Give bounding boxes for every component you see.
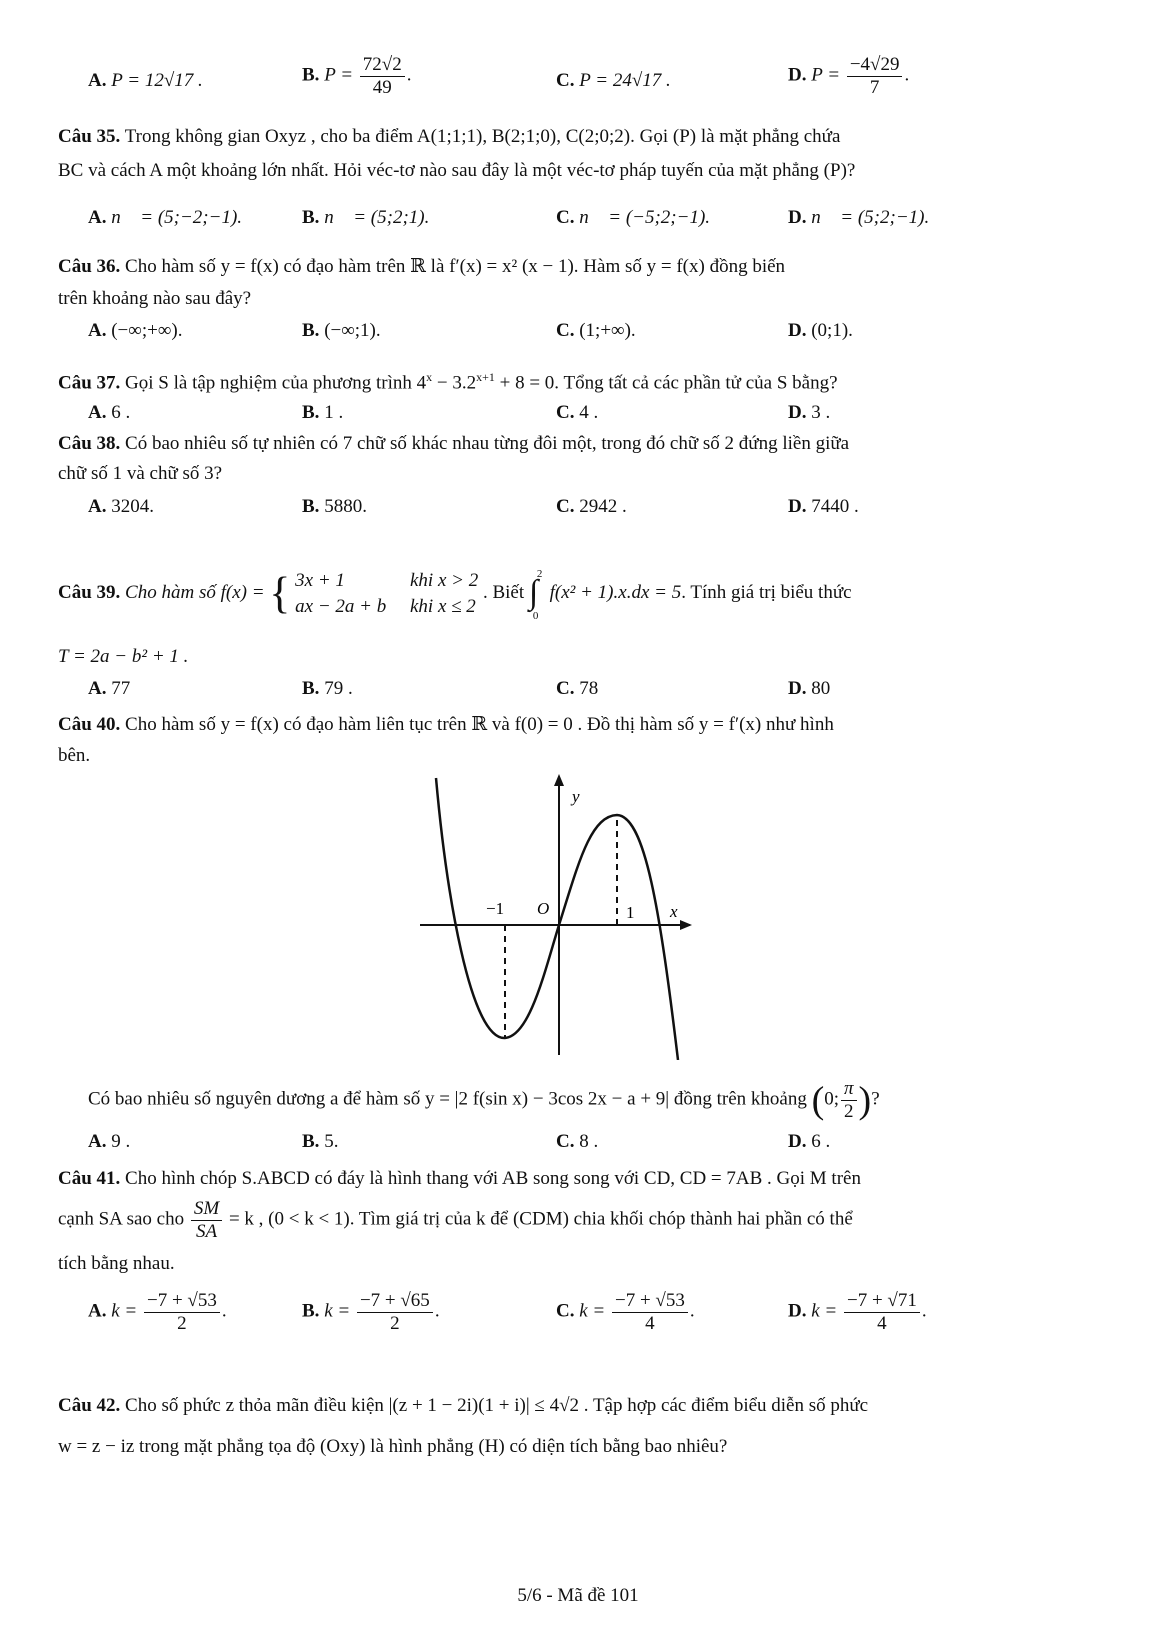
q42-line-2: w = z − iz trong mặt phẳng tọa độ (Oxy) là hình phẳng (H) có diện tích bằng bao nhiêu? <box>58 1436 728 1457</box>
integral-sign: ∫ 2 0 <box>528 567 543 622</box>
q41-option-b[interactable]: B. k = $\frac{-7 + √65}{2}$ . <box>302 1290 440 1334</box>
tick-label-one: 1 <box>626 903 635 922</box>
q38-option-d[interactable]: D. 7440 . <box>788 496 859 517</box>
piecewise-exprs: 3x + 1 ax − 2a + b <box>295 570 387 617</box>
q34-option-d[interactable]: D. P = $\frac{-4√29}{7}$ . <box>788 54 910 98</box>
pi-over-two: $\frac{\pi}{2}$ <box>841 1078 857 1123</box>
piecewise-brace: { <box>269 568 291 618</box>
q40-option-c[interactable]: C. 8 . <box>556 1131 599 1152</box>
q35-line-1: Câu 35. Trong không gian Oxyz , cho ba điểm A(1;1;1), B(2;1;0), C(2;0;2). Gọi (P) là mặt phẳng chứa <box>58 126 841 147</box>
q34-d-fraction: $\frac{-4√29}{7}$ <box>847 54 903 99</box>
q40-option-d[interactable]: D. 6 . <box>788 1131 831 1152</box>
q35-option-c[interactable]: C. n⃗ = (−5;2;−1). <box>556 207 711 228</box>
q39-option-d[interactable]: D. 80 <box>788 678 831 699</box>
q41-option-c[interactable]: C. k = $\frac{-7 + √53}{4}$ . <box>556 1290 695 1334</box>
q38-option-a[interactable]: A. 3204. <box>88 496 154 517</box>
q37-option-d[interactable]: D. 3 . <box>788 402 831 423</box>
x-axis-label: x <box>670 902 678 921</box>
q37-option-b[interactable]: B. 1 . <box>302 402 344 423</box>
q39-option-b[interactable]: B. 79 . <box>302 678 353 699</box>
q35-option-b[interactable]: B. n⃗ = (5;2;1). <box>302 207 430 228</box>
q34-option-c[interactable]: C. P = 24√17 . <box>556 70 671 91</box>
q36-option-b[interactable]: B. (−∞;1). <box>302 320 381 341</box>
q35-line-2: BC và cách A một khoảng lớn nhất. Hỏi véc-tơ nào sau đây là một véc-tơ pháp tuyến của mặt phẳng (P)? <box>58 160 856 181</box>
derivative-curve <box>436 778 678 1060</box>
q39-option-a[interactable]: A. 77 <box>88 678 131 699</box>
y-axis-arrow-icon <box>554 774 564 786</box>
x-axis-arrow-icon <box>680 920 692 930</box>
q34-b-fraction: $\frac{72√2}{49}$ <box>360 54 405 99</box>
q37-option-c[interactable]: C. 4 . <box>556 402 599 423</box>
q41-option-a[interactable]: A. k = $\frac{-7 + √53}{2}$ . <box>88 1290 227 1334</box>
q37-option-a[interactable]: A. 6 . <box>88 402 131 423</box>
q36-option-a[interactable]: A. (−∞;+∞). <box>88 320 183 341</box>
q36-line-2: trên khoảng nào sau đây? <box>58 288 252 309</box>
q39-line-1: Câu 39. Cho hàm số f(x) = { 3x + 1 ax − 2a + b khi x > 2 khi x ≤ 2 . Biết ∫ 2 0 f(x² + 1).x.dx = 5. Tính giá trị biểu thức <box>58 567 852 622</box>
q34-option-a[interactable]: A. P = 12√17 . <box>88 70 203 91</box>
q40-line-1: Câu 40. Cho hàm số y = f(x) có đạo hàm liên tục trên ℝ và f(0) = 0 . Đồ thị hàm số y = f′(x) như hình <box>58 714 834 735</box>
q40-option-b[interactable]: B. 5. <box>302 1131 339 1152</box>
tick-label-minus-one: −1 <box>486 899 505 918</box>
q38-line-2: chữ số 1 và chữ số 3? <box>58 463 223 484</box>
q35-option-a[interactable]: A. n⃗ = (5;−2;−1). <box>88 207 243 228</box>
q36-line-1: Câu 36. Cho hàm số y = f(x) có đạo hàm trên ℝ là f′(x) = x² (x − 1). Hàm số y = f(x) đồng biến <box>58 256 786 277</box>
derivative-graph <box>420 770 700 1060</box>
q36-option-d[interactable]: D. (0;1). <box>788 320 853 341</box>
piecewise-conds: khi x > 2 khi x ≤ 2 <box>409 570 479 617</box>
q38-line-1: Câu 38. Có bao nhiêu số tự nhiên có 7 chữ số khác nhau từng đôi một, trong đó chữ số 2 đứng liền giữa <box>58 433 850 454</box>
q34-option-b[interactable]: B. P = $\frac{72√2}{49}$ . <box>302 54 412 98</box>
q40-line-2: bên. <box>58 745 91 766</box>
q41-option-d[interactable]: D. k = $\frac{-7 + √71}{4}$ . <box>788 1290 927 1334</box>
origin-label: O <box>537 899 550 918</box>
q39-option-c[interactable]: C. 78 <box>556 678 599 699</box>
q41-line-1: Câu 41. Cho hình chóp S.ABCD có đáy là hình thang với AB song song với CD, CD = 7AB . Gọi M trên <box>58 1168 861 1189</box>
q35-option-d[interactable]: D. n⃗ = (5;2;−1). <box>788 207 930 228</box>
q39-line-2: T = 2a − b² + 1 . <box>58 646 189 667</box>
q42-line-1: Câu 42. Cho số phức z thỏa mãn điều kiện |(z + 1 − 2i)(1 + i)| ≤ 4√2 . Tập hợp các điểm biểu diễn số phức <box>58 1395 869 1416</box>
q40-question: Có bao nhiêu số nguyên dương a để hàm số y = |2 f(sin x) − 3cos 2x − a + 9| đồng trên khoảng (0; $\frac{\pi}{2}$ )? <box>88 1078 880 1122</box>
sm-over-sa: $\frac{SM}{SA}$ <box>191 1198 222 1243</box>
q41-line-3: tích bằng nhau. <box>58 1253 175 1274</box>
q38-option-c[interactable]: C. 2942 . <box>556 496 627 517</box>
q40-option-a[interactable]: A. 9 . <box>88 1131 131 1152</box>
y-axis-label: y <box>572 787 580 806</box>
q37-line-1: Câu 37. Gọi S là tập nghiệm của phương trình $4^x - 3.2^{x+1} + 8 = 0$. Tổng tất cả các phần tử của S bằng? <box>58 370 838 394</box>
q41-line-2: cạnh SA sao cho $\frac{SM}{SA}$ = k , (0 < k < 1). Tìm giá trị của k để (CDM) chia khối chóp thành hai phần có thể <box>58 1198 853 1242</box>
q36-option-c[interactable]: C. (1;+∞). <box>556 320 636 341</box>
q38-option-b[interactable]: B. 5880. <box>302 496 367 517</box>
page-footer: 5/6 - Mã đề 101 <box>517 1585 639 1606</box>
